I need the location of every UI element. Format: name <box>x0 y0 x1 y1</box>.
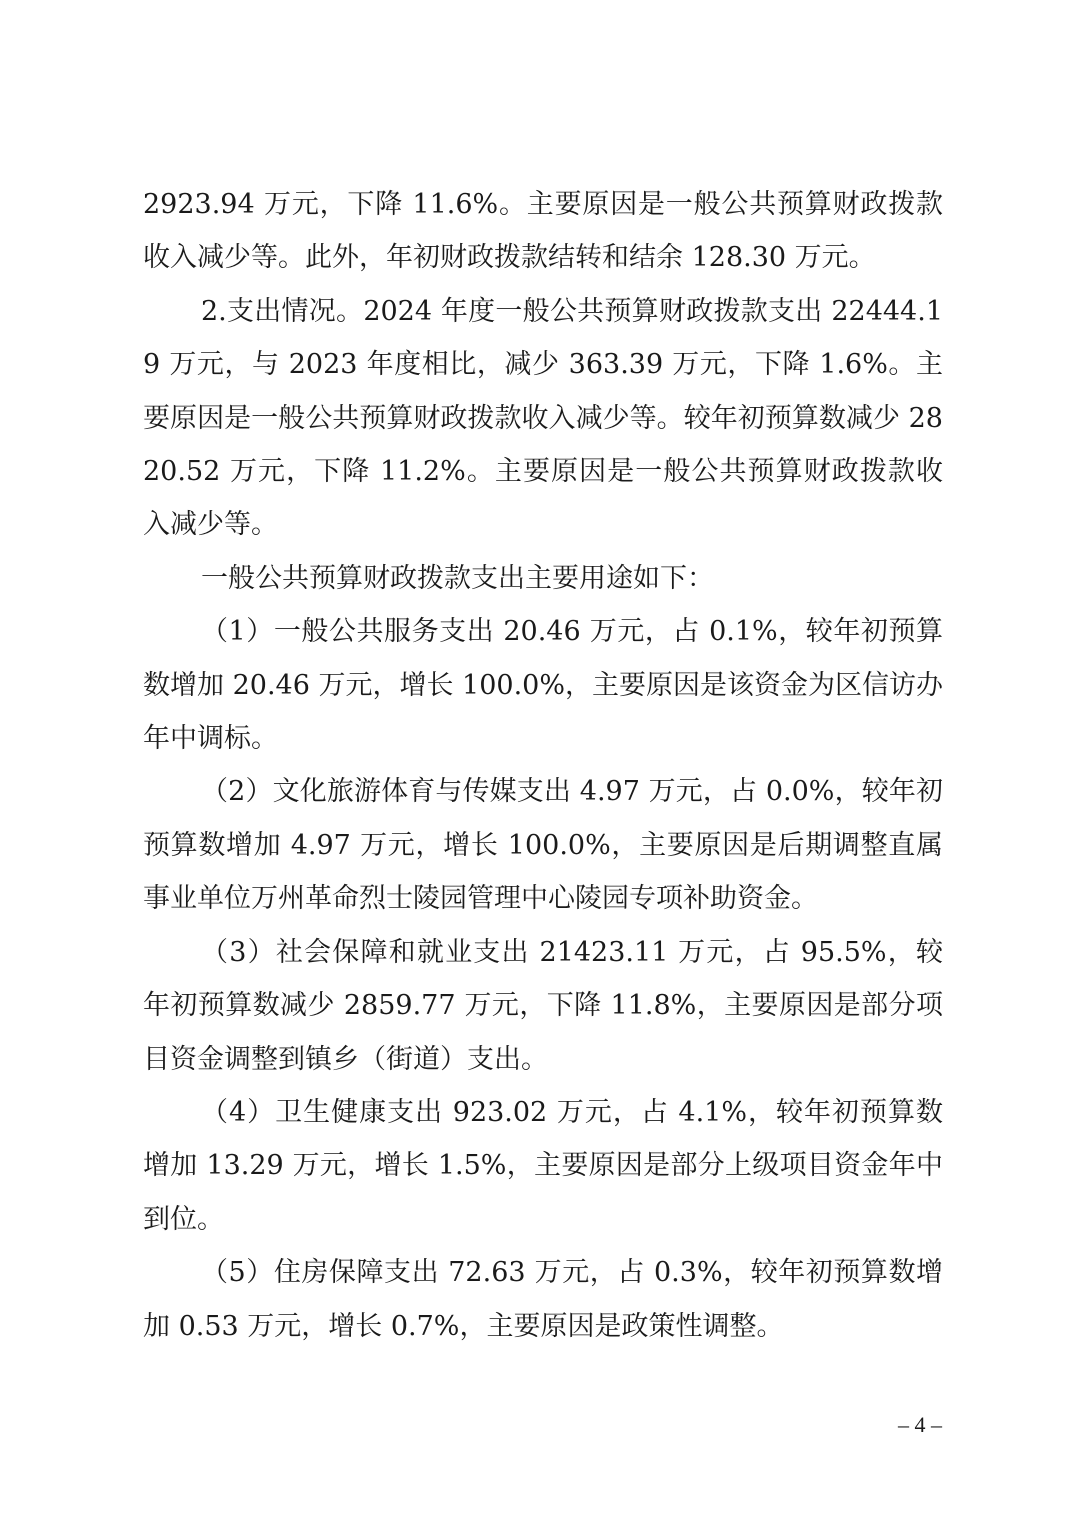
paragraph-main-uses-intro: 一般公共预算财政拨款支出主要用途如下： <box>201 562 714 594</box>
paragraph-expenditure-overview: 2.支出情况。2024 年度一般公共预算财政拨款支出 22444.19 万元，与 2023 年度相比，减少 363.39 万元，下降 1.6%。主要原因是一般公共预算财政拨款收入减少等。较年初预算数减少 2820.52 万元，下降 11.2%。主要原因是一般公共预算财政拨款收入减少等。 <box>143 295 943 541</box>
document-body <box>143 178 943 1353</box>
paragraph-item-5-housing-security: （5）住房保障支出 72.63 万元，占 0.3%，较年初预算数增加 0.53 万元，增长 0.7%，主要原因是政策性调整。 <box>143 1257 943 1342</box>
paragraph-item-2-culture-tourism-sports-media: （2）文化旅游体育与传媒支出 4.97 万元，占 0.0%，较年初预算数增加 4.97 万元，增长 100.0%，主要原因是后期调整直属事业单位万州革命烈士陵园管理中心陵园专项补助资金。 <box>143 776 943 915</box>
paragraph-item-1-general-public-services: （1）一般公共服务支出 20.46 万元，占 0.1%，较年初预算数增加 20.46 万元，增长 100.0%，主要原因是该资金为区信访办年中调标。 <box>143 616 943 755</box>
paragraph-item-4-health: （4）卫生健康支出 923.02 万元，占 4.1%，较年初预算数增加 13.29 万元，增长 1.5%，主要原因是部分上级项目资金年中到位。 <box>143 1096 943 1235</box>
paragraph-revenue-continued: 2923.94 万元，下降 11.6%。主要原因是一般公共预算财政拨款收入减少等。此外，年初财政拨款结转和结余 128.30 万元。 <box>143 189 943 274</box>
page-number: – 4 – <box>898 1412 942 1437</box>
paragraph-item-3-social-security-employment: （3）社会保障和就业支出 21423.11 万元，占 95.5%，较年初预算数减少 2859.77 万元，下降 11.8%，主要原因是部分项目资金调整到镇乡（街道）支出。 <box>143 936 943 1075</box>
